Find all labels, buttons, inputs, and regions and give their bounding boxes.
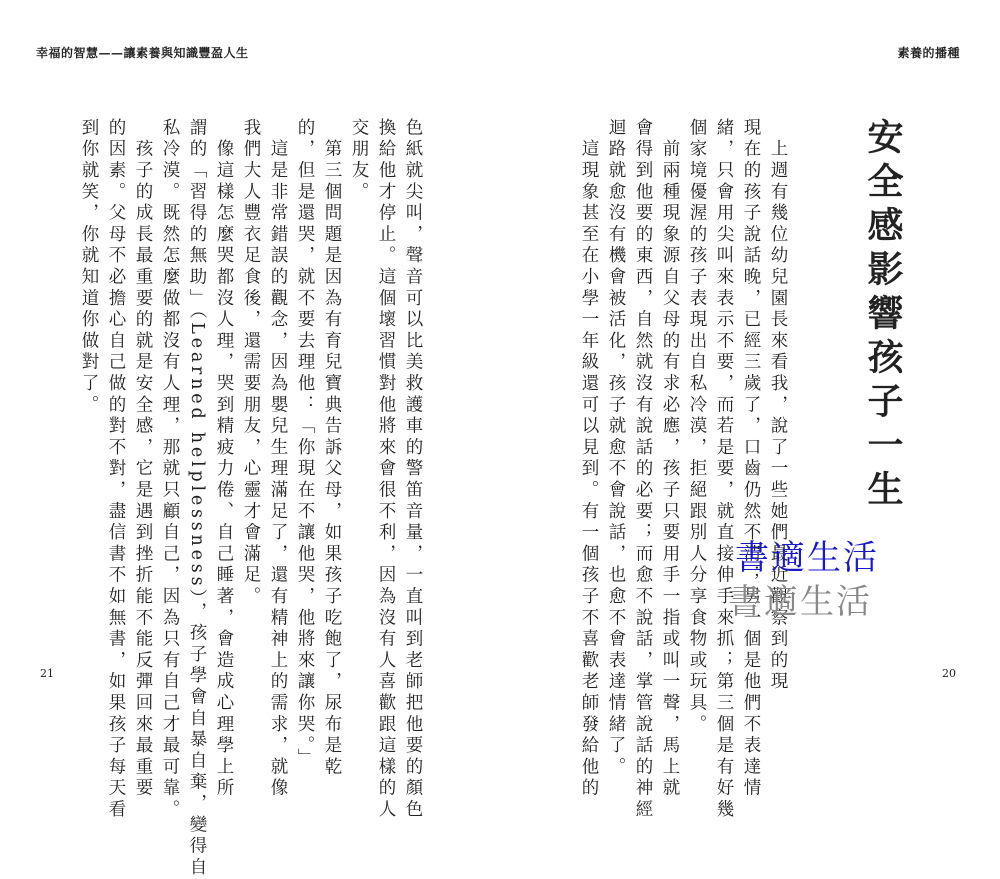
text-column: 上週有幾位幼兒園長來看我，說了一些她們最近觀察到的現 bbox=[768, 118, 788, 694]
text-column: 前兩種現象源自父母的有求必應，孩子只要用手一指或叫一聲，馬上就 bbox=[660, 118, 680, 800]
text-column: 換給他才停止。這個壞習慣對他將來會很不利，因為沒有人喜歡跟這樣的人 bbox=[376, 118, 396, 821]
text-column: 緒，只會用尖叫來表示不要，而若是要，就直接伸手來抓；第三個是有好幾 bbox=[714, 118, 734, 821]
chapter-title: 安全感影響孩子一生 bbox=[862, 118, 904, 514]
text-column: 的因素。父母不必擔心自己做的對不對，盡信書不如無書，如果孩子每天看 bbox=[106, 118, 126, 821]
text-column: 迴路就愈沒有機會被活化，孩子就愈不會說話，也愈不會表達情緒了。 bbox=[606, 118, 626, 779]
running-header-right: 素養的播種 bbox=[897, 46, 960, 60]
text-column: 交朋友。 bbox=[349, 118, 369, 204]
page-number-right: 20 bbox=[942, 667, 956, 680]
text-column: 謂的「習得的無助」（Learned helplessness），孩子學會自暴自棄，變得自 bbox=[187, 118, 207, 879]
text-column: 會得到他要的東西，自然就沒有說話的必要；而愈不說話，掌管說話的神經 bbox=[633, 118, 653, 821]
text-column: 我們大人豐衣足食後，還需要朋友，心靈才會滿足。 bbox=[241, 118, 261, 608]
text-column: 第三個問題是因為有育兒寶典告訴父母，如果孩子吃飽了，尿布是乾 bbox=[322, 118, 342, 779]
text-column: 孩子的成長最重要的就是安全感，它是遇到挫折能不能反彈回來最重要 bbox=[133, 118, 153, 800]
watermark-logo-gray: 書適生活 bbox=[728, 582, 872, 622]
text-column: 個家境優渥的孩子表現出自私冷漠，拒絕跟別人分享食物或玩具。 bbox=[687, 118, 707, 736]
text-column: 到你就笑，你就知道你做對了。 bbox=[79, 118, 99, 417]
text-column: 這是非常錯誤的觀念，因為嬰兒生理滿足了，還有精神上的需求，就像 bbox=[268, 118, 288, 800]
text-column: 色紙就尖叫，聲音可以比美救護車的警笛音量，一直叫到老師把他要的顏色 bbox=[403, 118, 423, 821]
text-column: 像這樣怎麼哭都沒人理，哭到精疲力倦、自己睡著，會造成心理學上所 bbox=[214, 118, 234, 800]
text-column: 現在的孩子說話晚，已經三歲了，口齒仍然不清；另一個是他們不表達情 bbox=[741, 118, 761, 800]
text-column: 私冷漠。既然怎麼做都沒有人理，那就只顧自己，因為只有自己才最可靠。 bbox=[160, 118, 180, 821]
running-header-left: 幸福的智慧——讓素養與知識豐盈人生 bbox=[36, 46, 249, 60]
text-column: 這現象甚至在小學一年級還可以見到。有一個孩子不喜歡老師發給他的 bbox=[579, 118, 599, 800]
page-number-left: 21 bbox=[40, 667, 54, 680]
text-column: 的，但是還哭，就不要去理他：「你現在不讓他哭，他將來讓你哭。」 bbox=[295, 118, 315, 770]
watermark-logo-blue: 書適生活 bbox=[735, 538, 879, 578]
